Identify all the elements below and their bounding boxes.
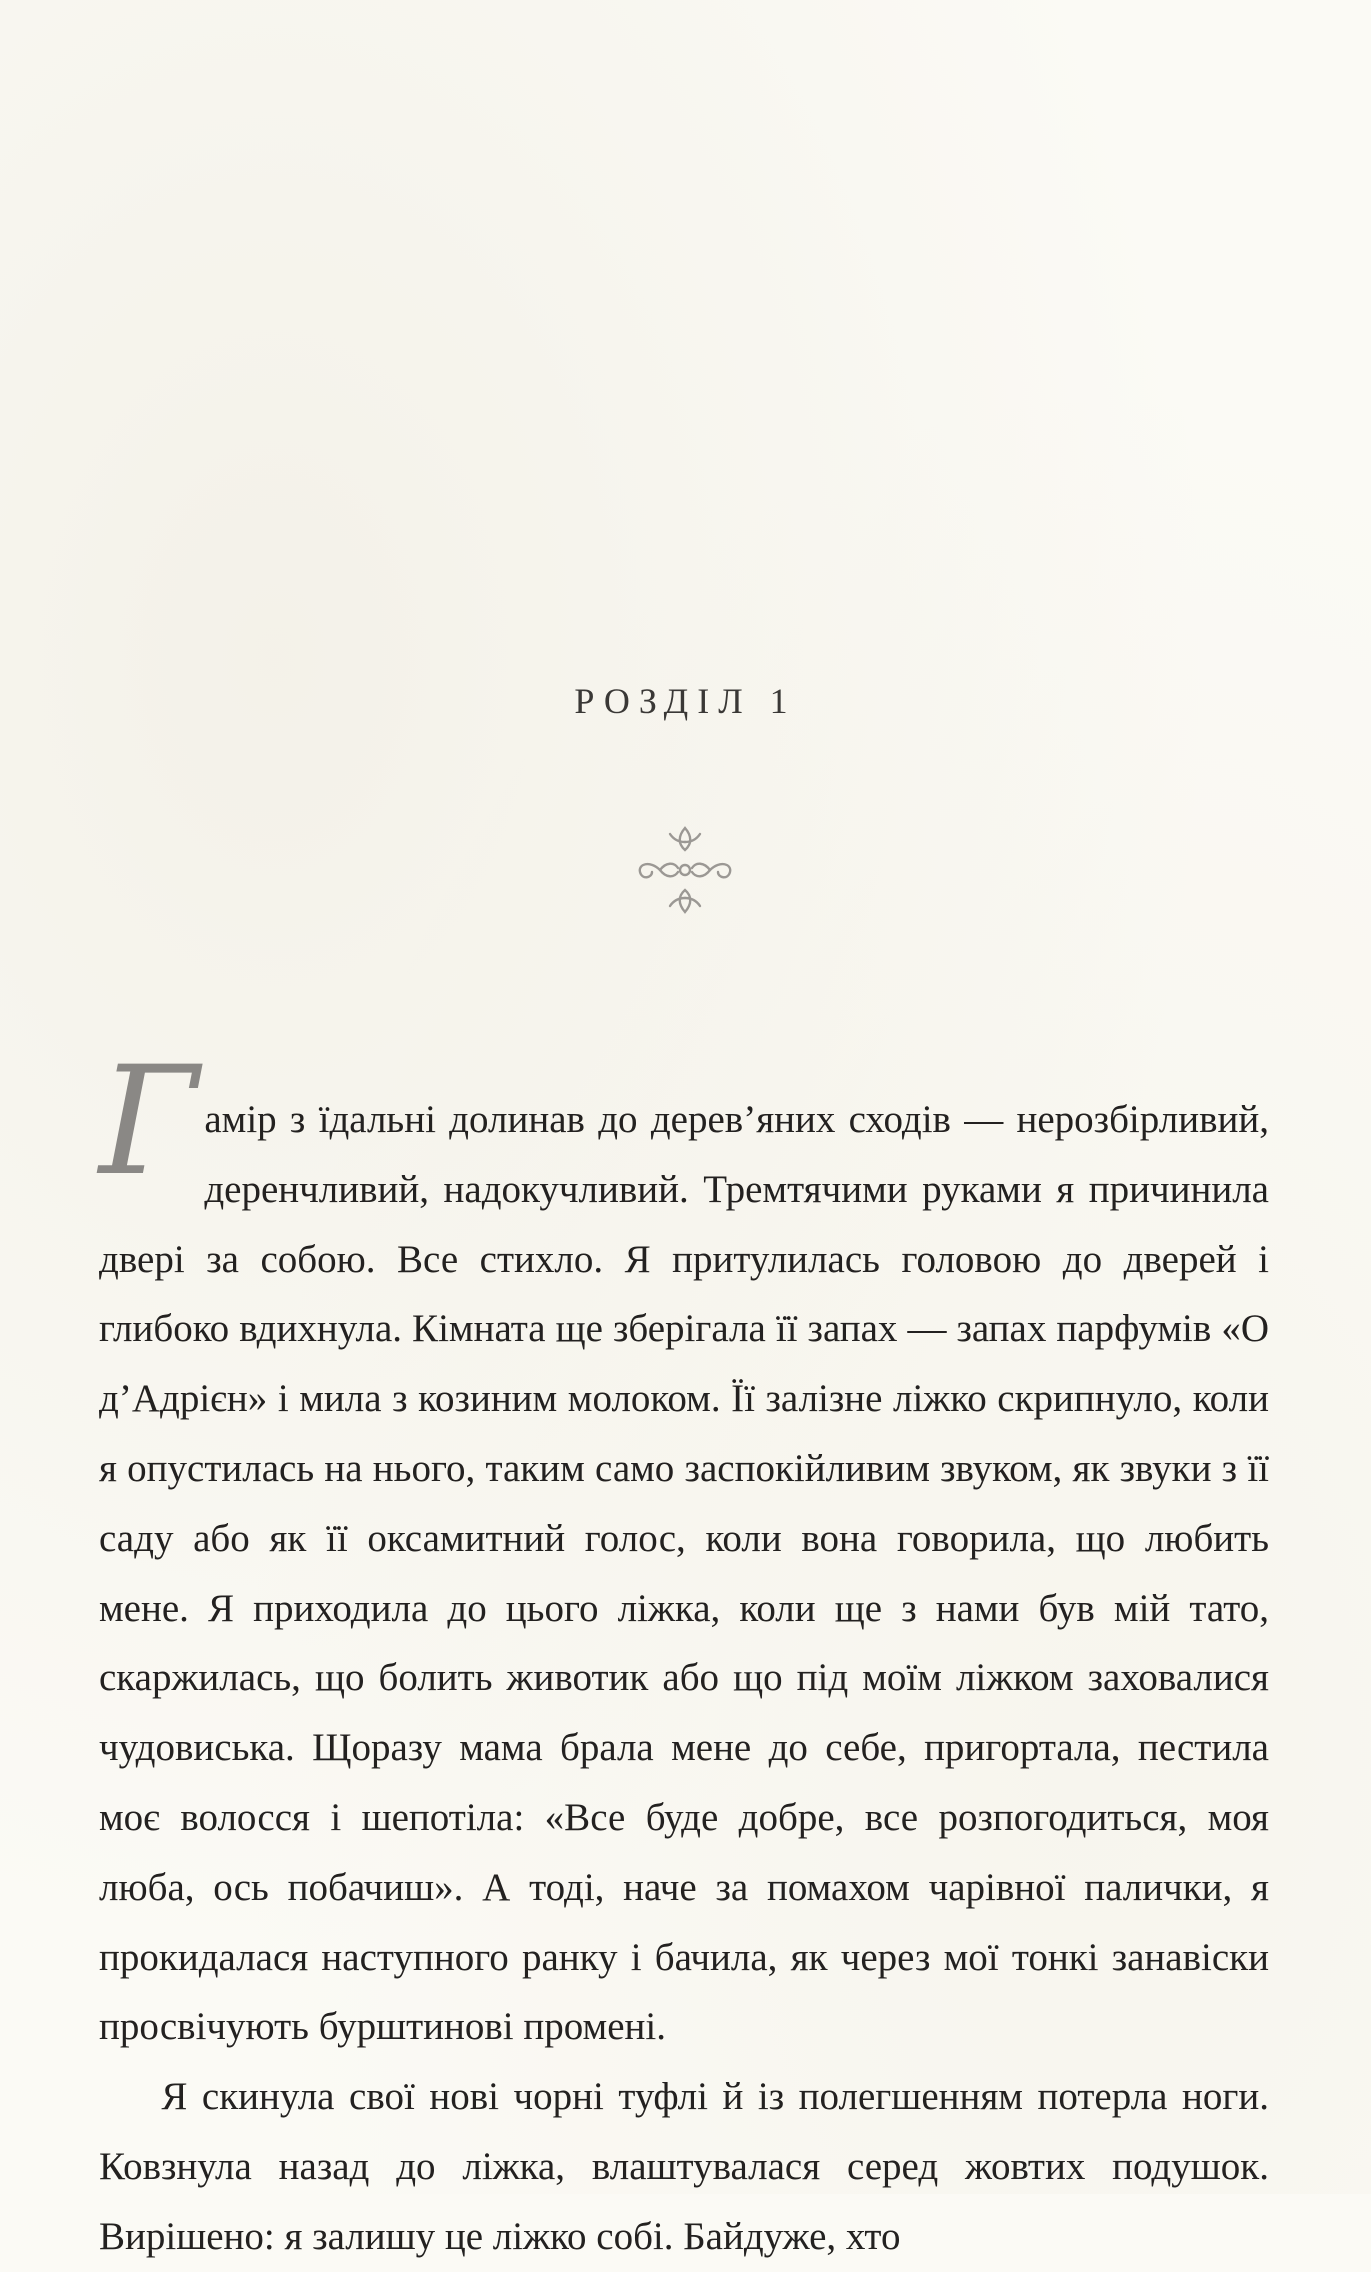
- chapter-body: [99, 1035, 1269, 2272]
- decorative-flourish-icon: [630, 820, 740, 920]
- paragraph-1-text: амір з їдальні долинав до дерев’яних сходів — нерозбірливий, деренчливий, надокучливий. Тремтячими руками я причинила двері за собою. Все стихло. Я притулилась головою до дверей і глибоко вдихнула. Кімната ще зберігала її запах — запах парфумів «О д’Адрієн» і мила з козиним молоком. Її залізне ліжко скрипнуло, коли я опустилась на нього, таким само заспокійливим звуком, як звуки з її саду або як її оксамитний голос, коли вона говорила, що любить мене. Я приходила до цього ліжка, коли ще з нами був мій тато, скаржилась, що болить животик або що під моїм ліжком заховалися чудовиська. Щоразу мама брала мене до себе, пригортала, пестила моє волосся і шепотіла: «Все буде добре, все розпогодиться, моя люба, ось побачиш». А тоді, наче за помахом чарівної палички, я прокидалася наступного ранку і бачила, як через мої тонкі занавіски просвічують бурштинові промені.: [99, 1098, 1269, 2049]
- paragraph-2: Я скинула свої нові чорні туфлі й із полегшенням потерла ноги. Ковзнула назад до ліжка, влаштувалася серед жовтих подушок. Вирішено: я залишу це ліжко собі. Байдуже, хто: [99, 2075, 1269, 2258]
- paragraph-1: [99, 1035, 1269, 2062]
- drop-cap: Г: [99, 1035, 199, 1209]
- chapter-heading: РОЗДІЛ 1: [574, 681, 797, 721]
